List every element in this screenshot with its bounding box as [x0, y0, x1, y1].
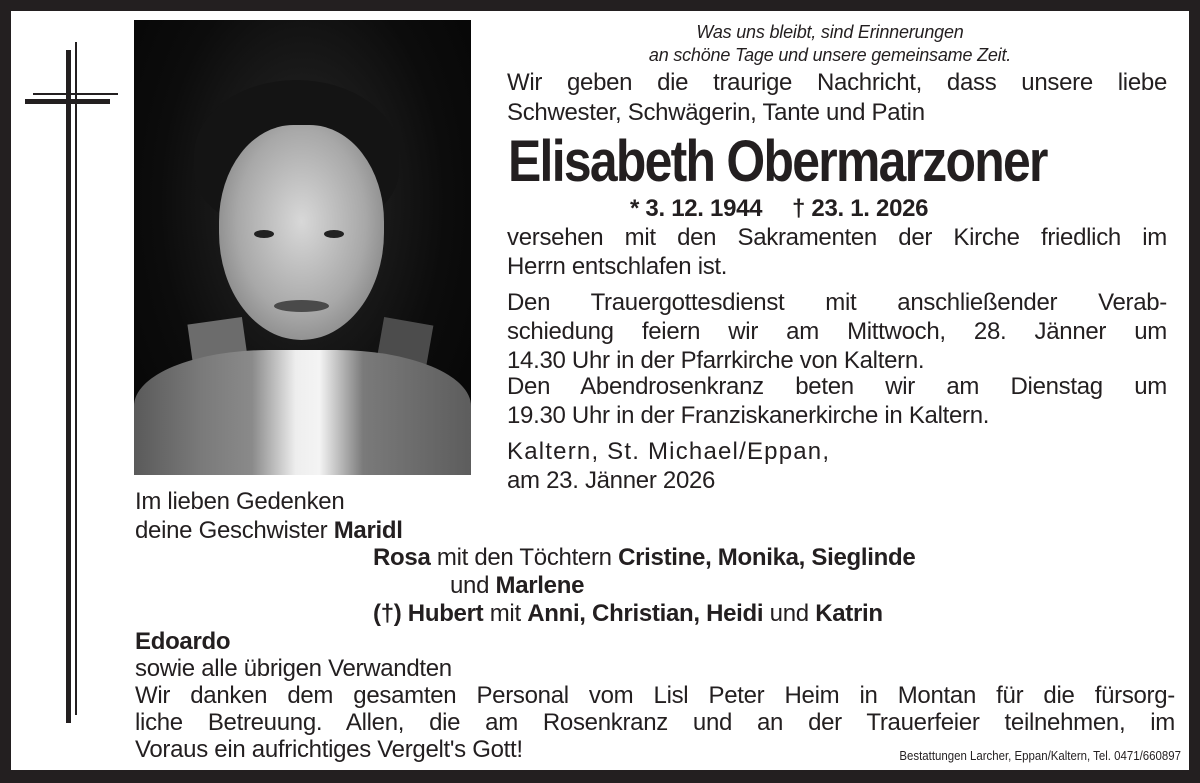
sibling-hubert: (†) Hubert: [373, 600, 484, 627]
with-text: mit: [489, 600, 521, 627]
deceased-name: Elisabeth Obermarzoner: [508, 129, 1047, 194]
quote-line-1: Was uns bleibt, sind Erinnerungen: [696, 22, 964, 42]
sibling-maridl: Maridl: [333, 517, 403, 544]
siblings-line: [135, 517, 403, 545]
rosa-line: [373, 544, 915, 572]
place: Kaltern, St. Michael/Eppan,: [507, 438, 831, 465]
announcement-line-1: Wir geben die traurige Nachricht, dass unsere liebe: [507, 69, 1167, 96]
cross-horizontal-thin: [33, 93, 118, 95]
cross-horizontal-thick: [25, 99, 110, 104]
edoardo-line: [135, 628, 230, 656]
photo-shape: [254, 230, 274, 238]
rosa-with: mit den Töchtern: [436, 544, 612, 571]
announcement-line-2: Schwester, Schwägerin, Tante und Patin: [507, 99, 925, 126]
portrait-photo: [134, 20, 471, 475]
sibling-edoardo: Edoardo: [135, 628, 231, 655]
thanks-line-1: Wir danken dem gesamten Personal vom Lisl Peter Heim in Montan für die fürsorg-: [135, 682, 1175, 709]
siblings-label: deine Geschwister: [135, 517, 328, 544]
katrin: Katrin: [815, 600, 883, 627]
thanks-line-3: Voraus ein aufrichtiges Vergelt's Gott!: [135, 736, 523, 763]
passing-line-1: versehen mit den Sakramenten der Kirche friedlich im: [507, 224, 1167, 251]
photo-shape: [134, 350, 471, 475]
marlene: Marlene: [495, 572, 585, 599]
hubert-children: Anni, Christian, Heidi: [527, 600, 764, 627]
marlene-line: [450, 572, 584, 600]
and-text: und: [769, 600, 809, 627]
notice-date: am 23. Jänner 2026: [507, 467, 716, 494]
passing-line-2: Herrn entschlafen ist.: [507, 253, 728, 280]
service-line-1: Den Trauergottesdienst mit anschließender Verab-: [507, 289, 1167, 316]
funeral-home-credit: Bestattungen Larcher, Eppan/Kaltern, Tel. 0471/660897: [899, 748, 1181, 763]
cross-vertical-thin: [75, 42, 77, 715]
sibling-rosa: Rosa: [373, 544, 431, 571]
hubert-line: [373, 600, 883, 628]
photo-shape: [274, 300, 329, 312]
quote-line-2: an schöne Tage und unsere gemeinsame Zeit.: [648, 45, 1012, 65]
and-text: und: [450, 572, 490, 599]
relatives-line: sowie alle übrigen Verwandten: [135, 655, 452, 682]
birth-date: * 3. 12. 1944: [630, 195, 763, 222]
death-date: † 23. 1. 2026: [792, 195, 929, 222]
service-line-3: 14.30 Uhr in der Pfarrkirche von Kaltern.: [507, 347, 925, 374]
rosa-daughters: Cristine, Monika, Sieglinde: [618, 544, 916, 571]
service-line-2: schiedung feiern wir am Mittwoch, 28. Jänner um: [507, 318, 1167, 345]
thanks-line-2: liche Betreuung. Allen, die am Rosenkranz und an der Trauerfeier teilnehmen, im: [135, 709, 1175, 736]
cross-vertical-thick: [66, 50, 71, 723]
rosary-line-2: 19.30 Uhr in der Franziskanerkirche in Kaltern.: [507, 402, 990, 429]
mourners-intro: Im lieben Gedenken: [135, 488, 345, 515]
rosary-line-1: Den Abendrosenkranz beten wir am Dienstag um: [507, 373, 1167, 400]
photo-shape: [324, 230, 344, 238]
